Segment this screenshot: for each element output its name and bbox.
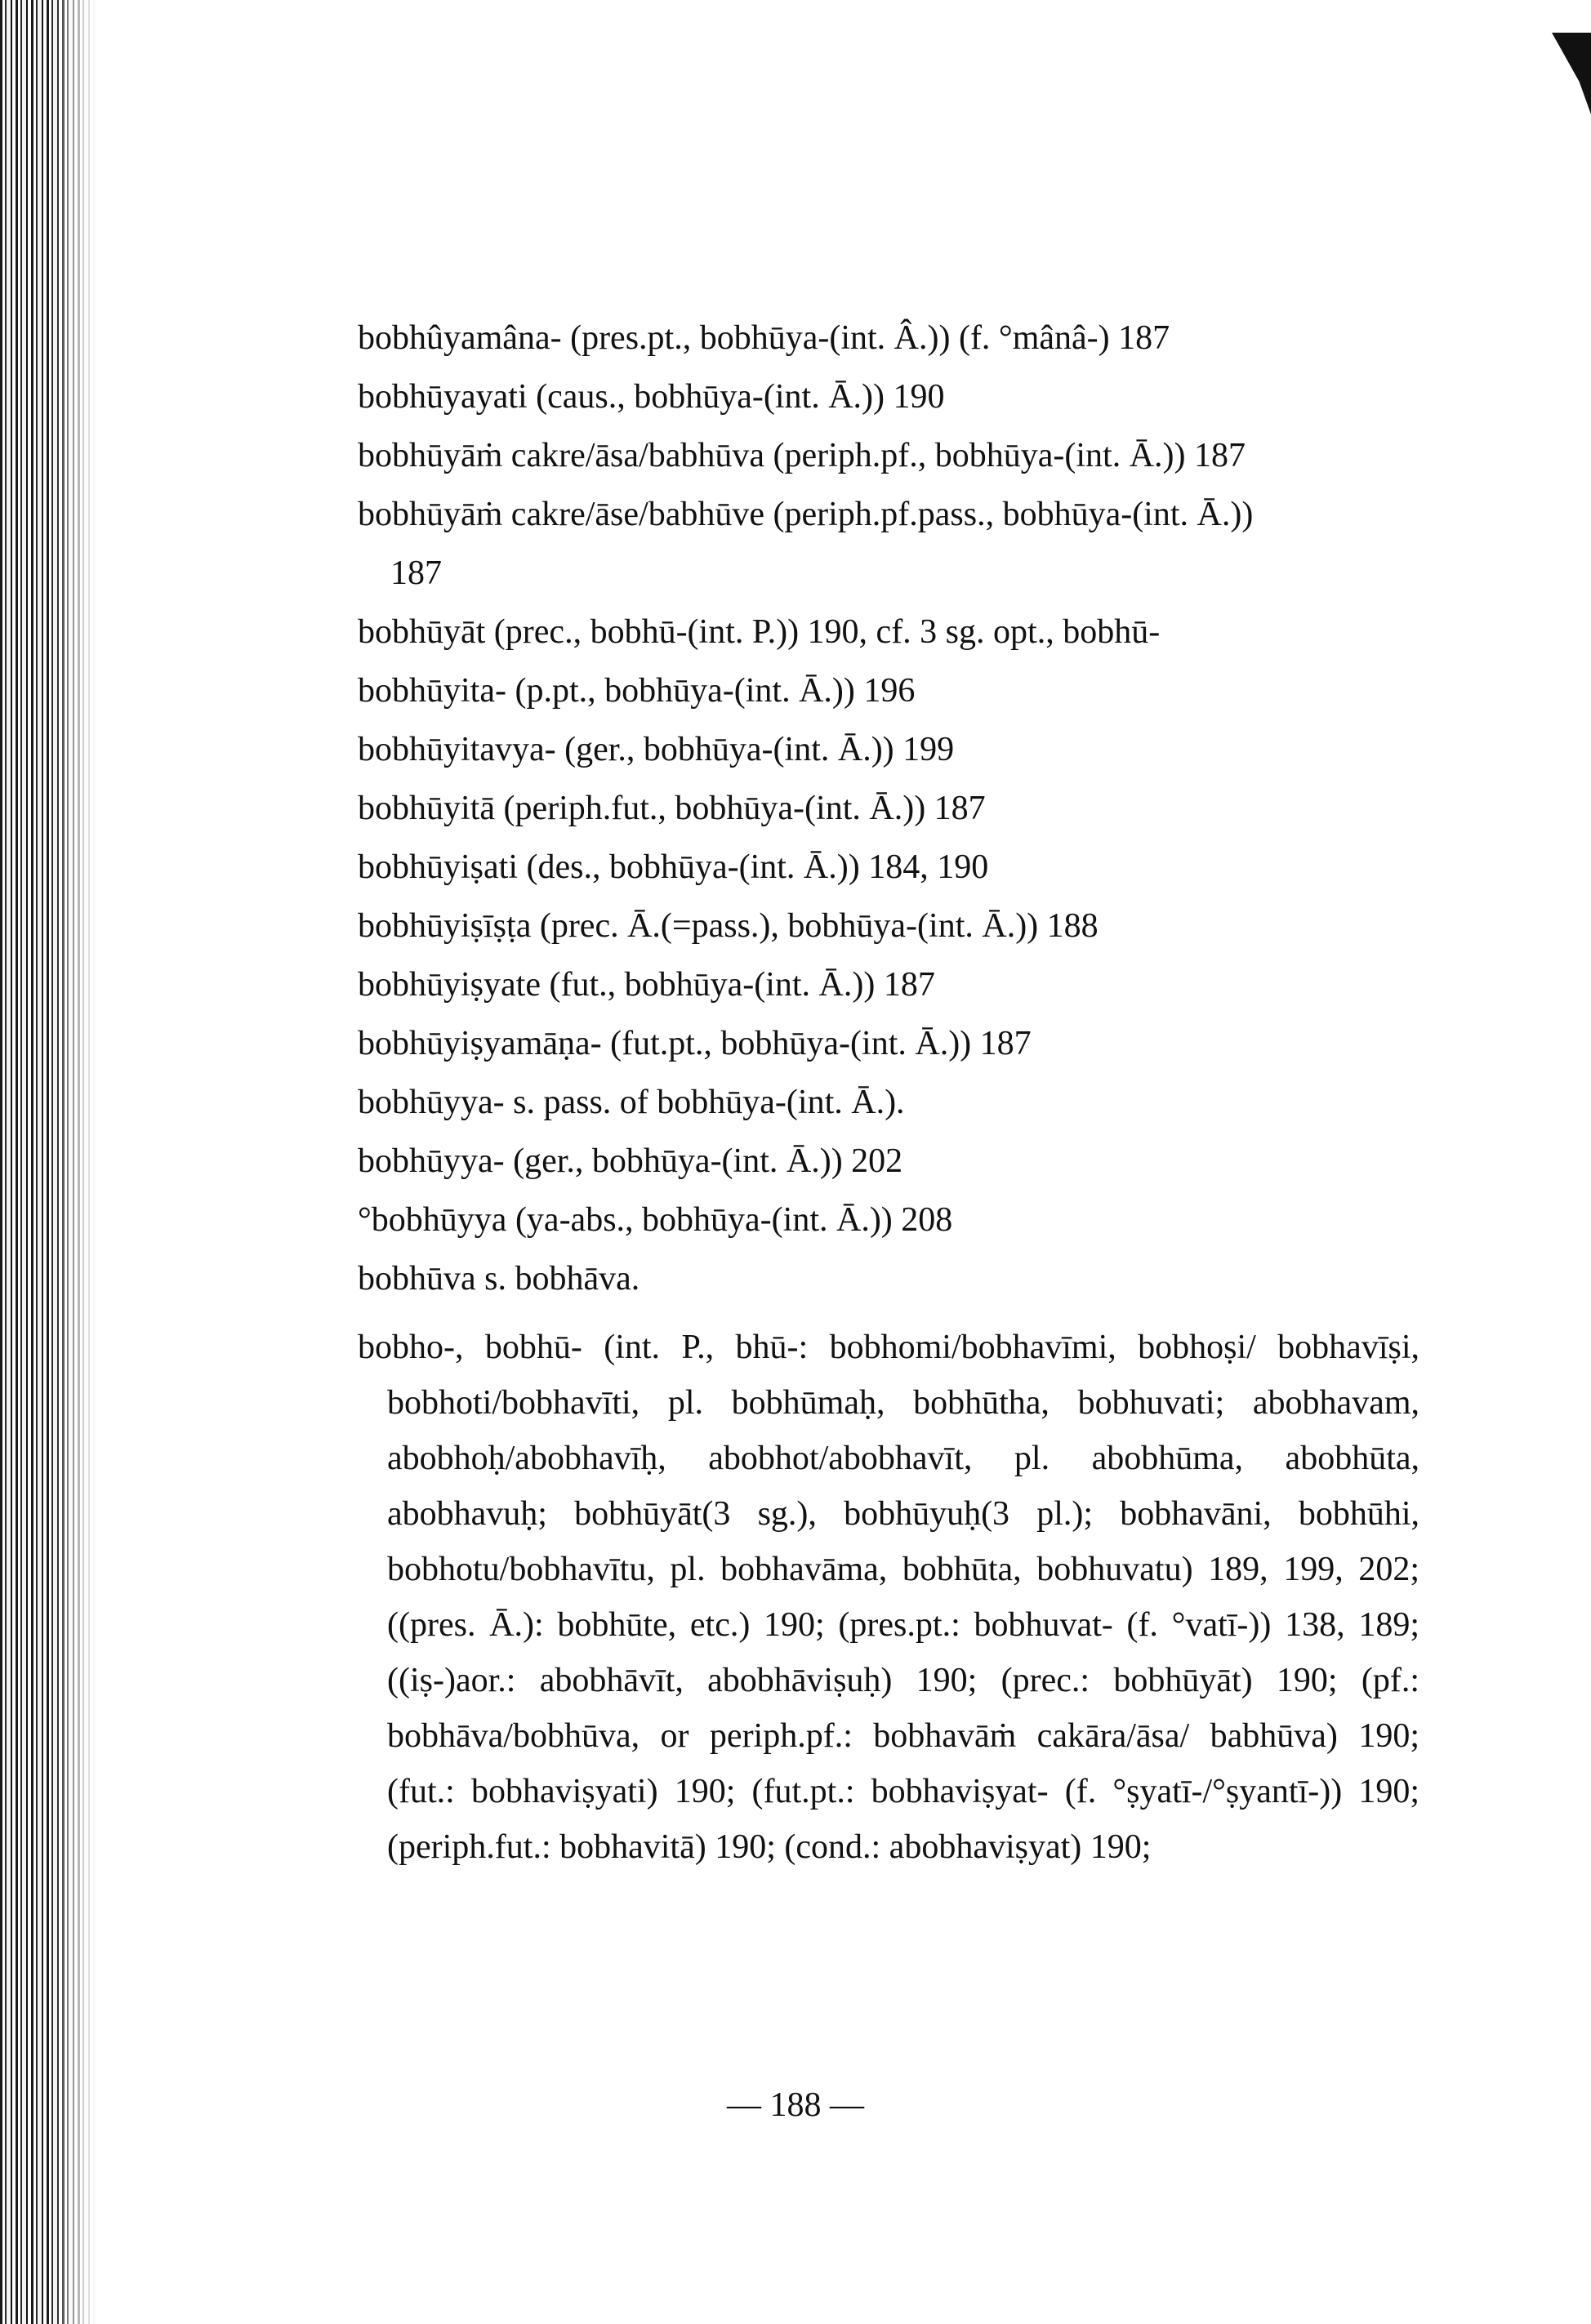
entry-bobhuyayati: bobhūyayati (caus., bobhūya-(int. Ā.)) 190 bbox=[358, 378, 945, 416]
entry-bobhuyam-cakre-ase-page: 187 bbox=[390, 554, 442, 592]
entry-bobhuyisati: bobhūyiṣati (des., bobhūya-(int. Ā.)) 184, 190 bbox=[358, 848, 989, 886]
page-number: — 188 — bbox=[727, 2086, 864, 2124]
entry-bobhuva: bobhūva s. bobhāva. bbox=[358, 1260, 640, 1298]
entry-bobhuyam-cakre-asa: bobhūyāṁ cakre/āsa/babhūva (periph.pf., bobhūya-(int. Ā.)) 187 bbox=[358, 437, 1246, 474]
entry-bobhuyita: bobhūyita- (p.pt., bobhūya-(int. Ā.)) 196 bbox=[358, 672, 916, 710]
entry-bobhuyisyate: bobhūyiṣyate (fut., bobhūya-(int. Ā.)) 187 bbox=[358, 966, 935, 1004]
entry-bobhuyisista: bobhūyiṣīṣṭa (prec. Ā.(=pass.), bobhūya-(int. Ā.)) 188 bbox=[358, 907, 1099, 945]
entry-bobhuyya-abs: °bobhūyya (ya-abs., bobhūya-(int. Ā.)) 208 bbox=[358, 1201, 953, 1239]
entry-bobho-body: bobhomi/bobhavīmi, bobhoṣi/ bobhavīṣi, bobhoti/bobhavīti, pl. bobhūmaḥ, bobhūtha, bobhuvati; abobhavam, abobhoḥ/abobhavīḥ, abobhot/abobhavīt, pl. abobhūma, abobhūta, abobhavuḥ; bobhūyāt(3 sg.), bobhūyuḥ(3 pl.); bobhavāni, bobhūhi, bobhotu/bobhavītu, pl. bobhavāma, bobhūta, bobhuvatu) 189, 199, 202; ((pres. Ā.): bobhūte, etc.) 190; (pres.pt.: bobhuvat- (f. °vatī-)) 138, 189; ((iṣ-)aor.: abobhāvīt, abobhāviṣuḥ) 190; (prec.: bobhūyāt) 190; (pf.: bobhāva/bobhūva, or periph.pf.: bobhavāṁ cakāra/āsa/ babhūva) 190; (fut.: bobhaviṣyati) 190; (fut.pt.: bobhaviṣyat- (f. °ṣyatī-/°ṣyantī-)) 190; (periph.fut.: bobhavitā) 190; (cond.: abobhaviṣyat) 190; bbox=[387, 1329, 1420, 1866]
entry-bobhuyita-periph: bobhūyitā (periph.fut., bobhūya-(int. Ā.)) 187 bbox=[358, 790, 986, 827]
dictionary-entries bbox=[358, 309, 1419, 1875]
entry-bobhuyya-pass: bobhūyya- s. pass. of bobhūya-(int. Ā.). bbox=[358, 1084, 905, 1121]
page-corner-mark bbox=[1552, 33, 1591, 114]
entry-bobho-long bbox=[358, 1320, 1419, 1875]
entry-bobho-head: bobho-, bobhū- (int. P., bhū-: bbox=[358, 1329, 809, 1366]
entry-bobhuyitavya: bobhūyitavya- (ger., bobhūya-(int. Ā.)) 199 bbox=[358, 731, 955, 768]
entry-bobhuyat: bobhūyāt (prec., bobhū-(int. P.)) 190, cf. 3 sg. opt., bobhū- bbox=[358, 613, 1161, 651]
entry-bobhuyam-cakre-ase: bobhūyāṁ cakre/āse/babhūve (periph.pf.pass., bobhūya-(int. Ā.)) bbox=[358, 496, 1254, 533]
book-binding-edge bbox=[0, 0, 96, 2324]
entry-bobhuyya-ger: bobhūyya- (ger., bobhūya-(int. Ā.)) 202 bbox=[358, 1142, 903, 1180]
entry-bobhuyisyamana: bobhūyiṣyamāṇa- (fut.pt., bobhūya-(int. Ā.)) 187 bbox=[358, 1025, 1032, 1062]
entry-bobhuyamana: bobhûyamâna- (pres.pt., bobhūya-(int. Â.)) (f. °mânâ-) 187 bbox=[358, 319, 1170, 357]
